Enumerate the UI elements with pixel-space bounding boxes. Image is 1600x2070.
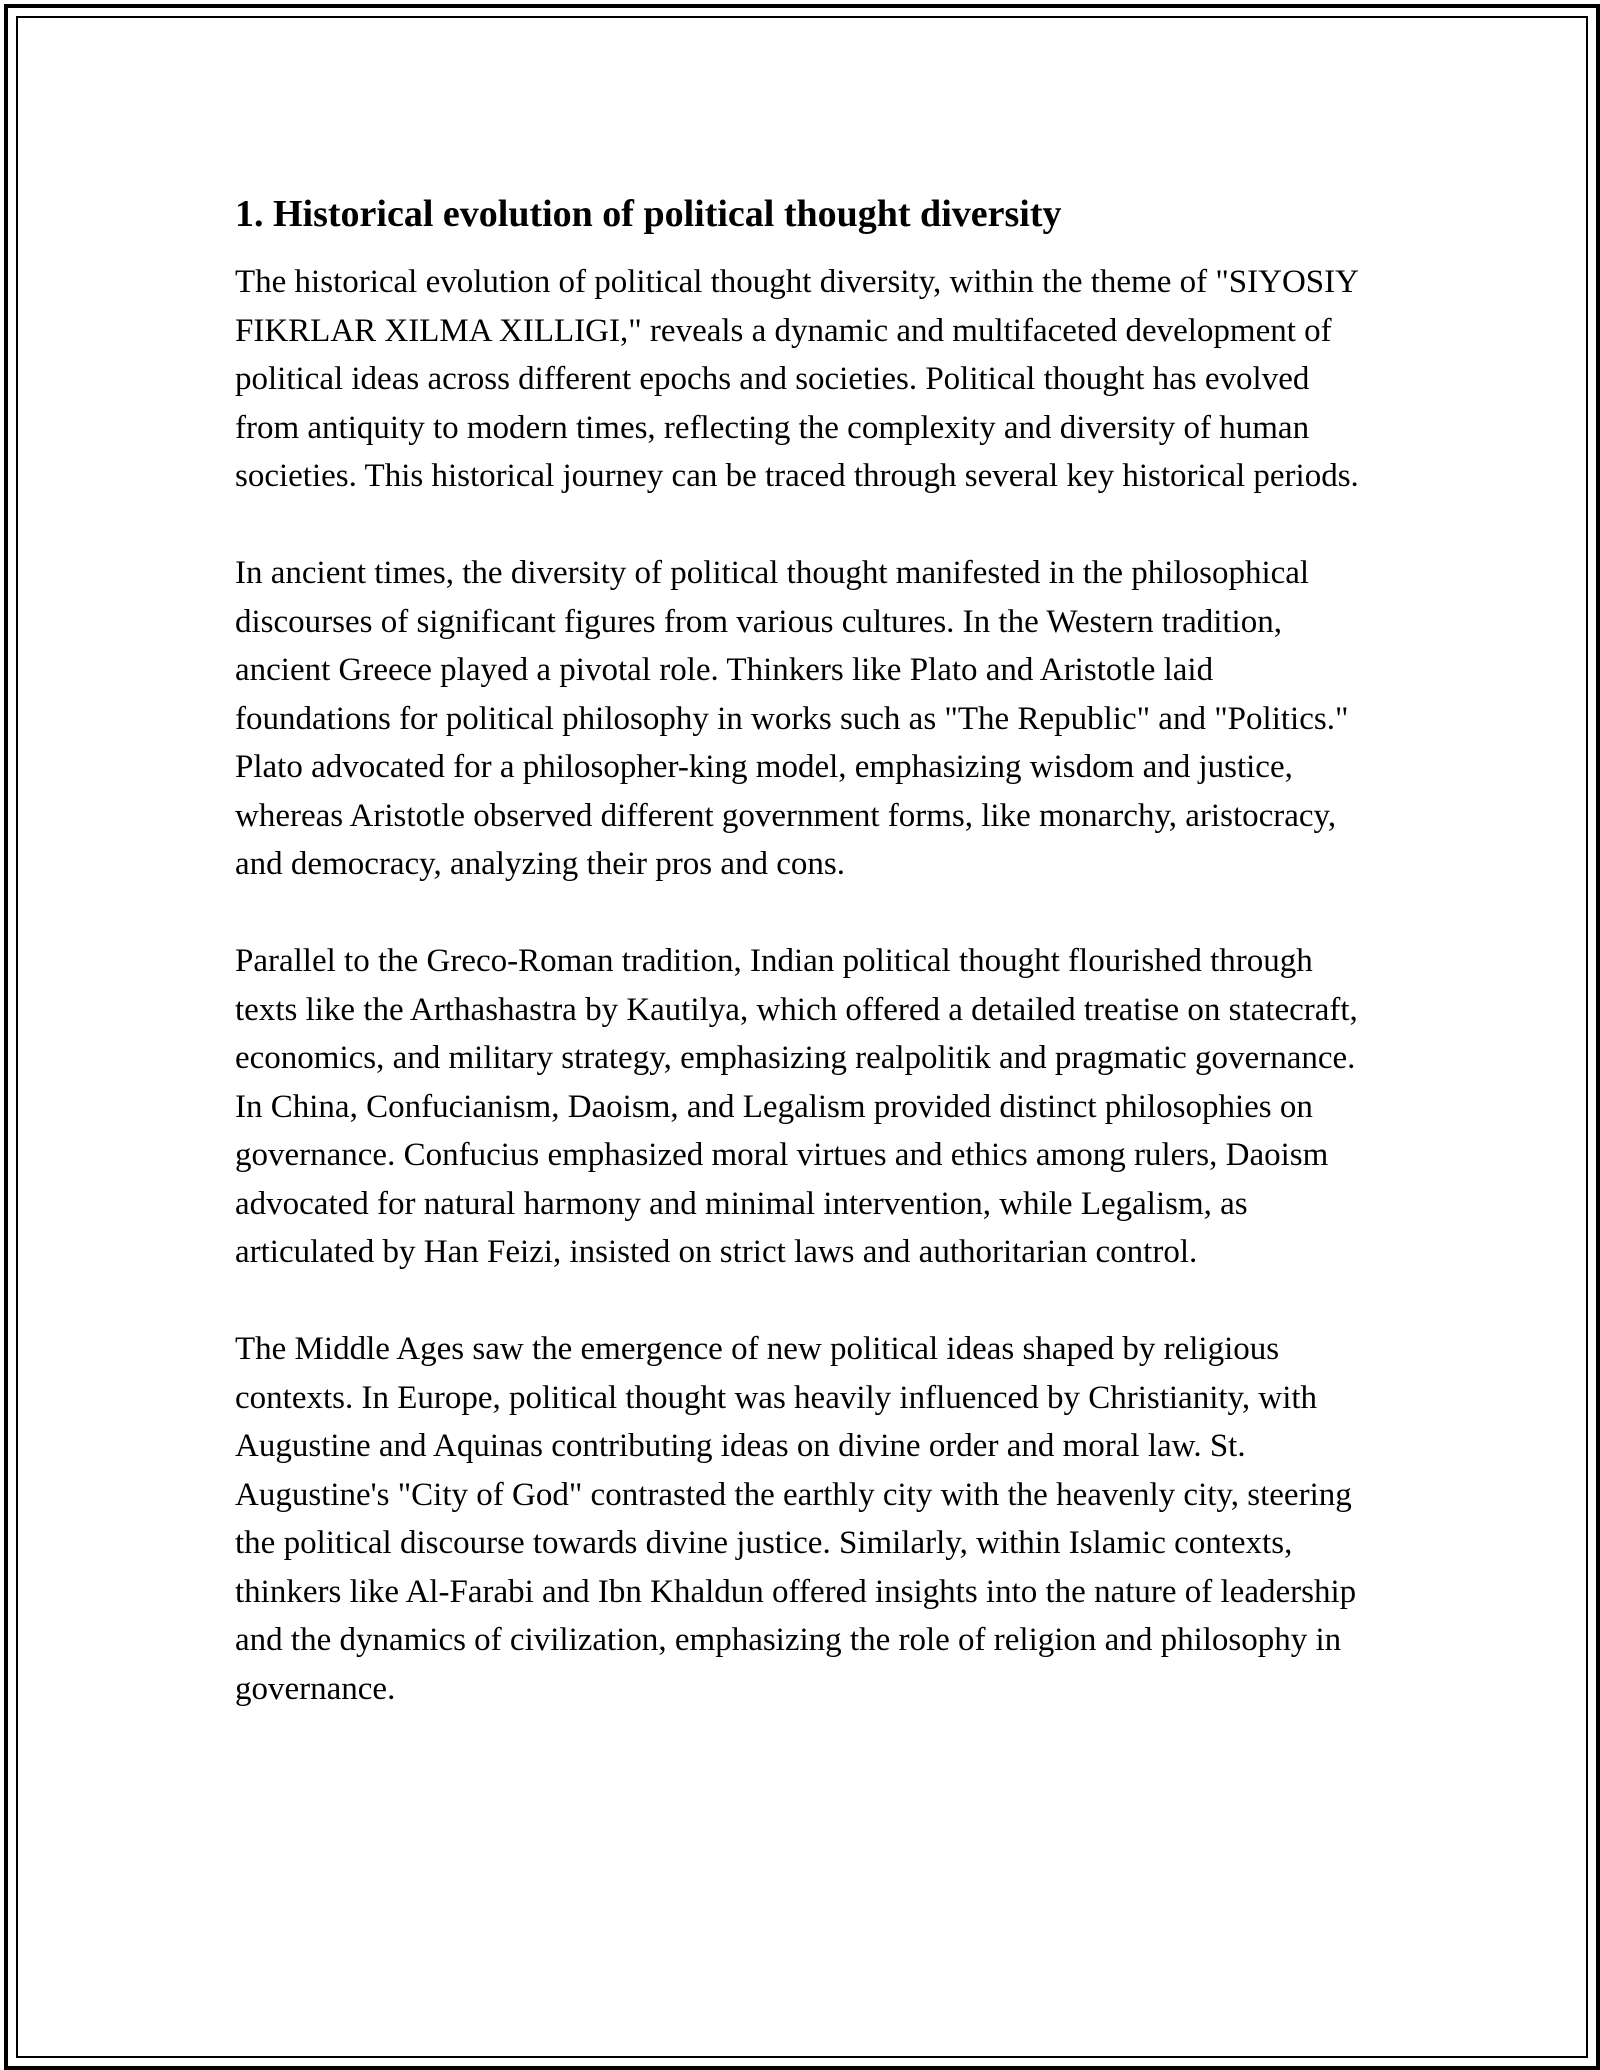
paragraph-intro: The historical evolution of political thought diversity, within the theme of "SIYOSIY FIKRLAR XILMA XILLIGI," reveals a dynamic and multifaceted development of political ideas across different epochs and societies. Political thought has evolved from antiquity to modern times, reflecting the complexity and diversity of human societies. This historical journey can be traced through several key historical periods. <box>235 264 1359 494</box>
paragraph-india-china: Parallel to the Greco-Roman tradition, Indian political thought flourished through texts like the Arthashastra by Kautilya, which offered a detailed treatise on statecraft, economics, and military strategy, emphasizing realpolitik and pragmatic governance. In China, Confucianism, Daoism, and Legalism provided distinct philosophies on governance. Confucius emphasized moral virtues and ethics among rulers, Daoism advocated for natural harmony and minimal intervention, while Legalism, as articulated by Han Feizi, insisted on strict laws and authoritarian control. <box>235 943 1358 1270</box>
paragraph-ancient-times: In ancient times, the diversity of political thought manifested in the philosophical discourses of significant figures from various cultures. In the Western tradition, ancient Greece played a pivotal role. Thinkers like Plato and Aristotle laid foundations for political philosophy in works such as "The Republic" and "Politics." Plato advocated for a philosopher-king model, emphasizing wisdom and justice, whereas Aristotle observed different government forms, like monarchy, aristocracy, and democracy, analyzing their pros and cons. <box>235 555 1349 882</box>
document-body <box>235 188 1375 1713</box>
section-heading: 1. Historical evolution of political thought diversity <box>235 193 1062 235</box>
paragraph-middle-ages: The Middle Ages saw the emergence of new political ideas shaped by religious contexts. In Europe, political thought was heavily influenced by Christianity, with Augustine and Aquinas contributing ideas on divine order and moral law. St. Augustine's "City of God" contrasted the earthly city with the heavenly city, steering the political discourse towards divine justice. Similarly, within Islamic contexts, thinkers like Al-Farabi and Ibn Khaldun offered insights into the nature of leadership and the dynamics of civilization, emphasizing the role of religion and philosophy in governance. <box>235 1331 1357 1707</box>
